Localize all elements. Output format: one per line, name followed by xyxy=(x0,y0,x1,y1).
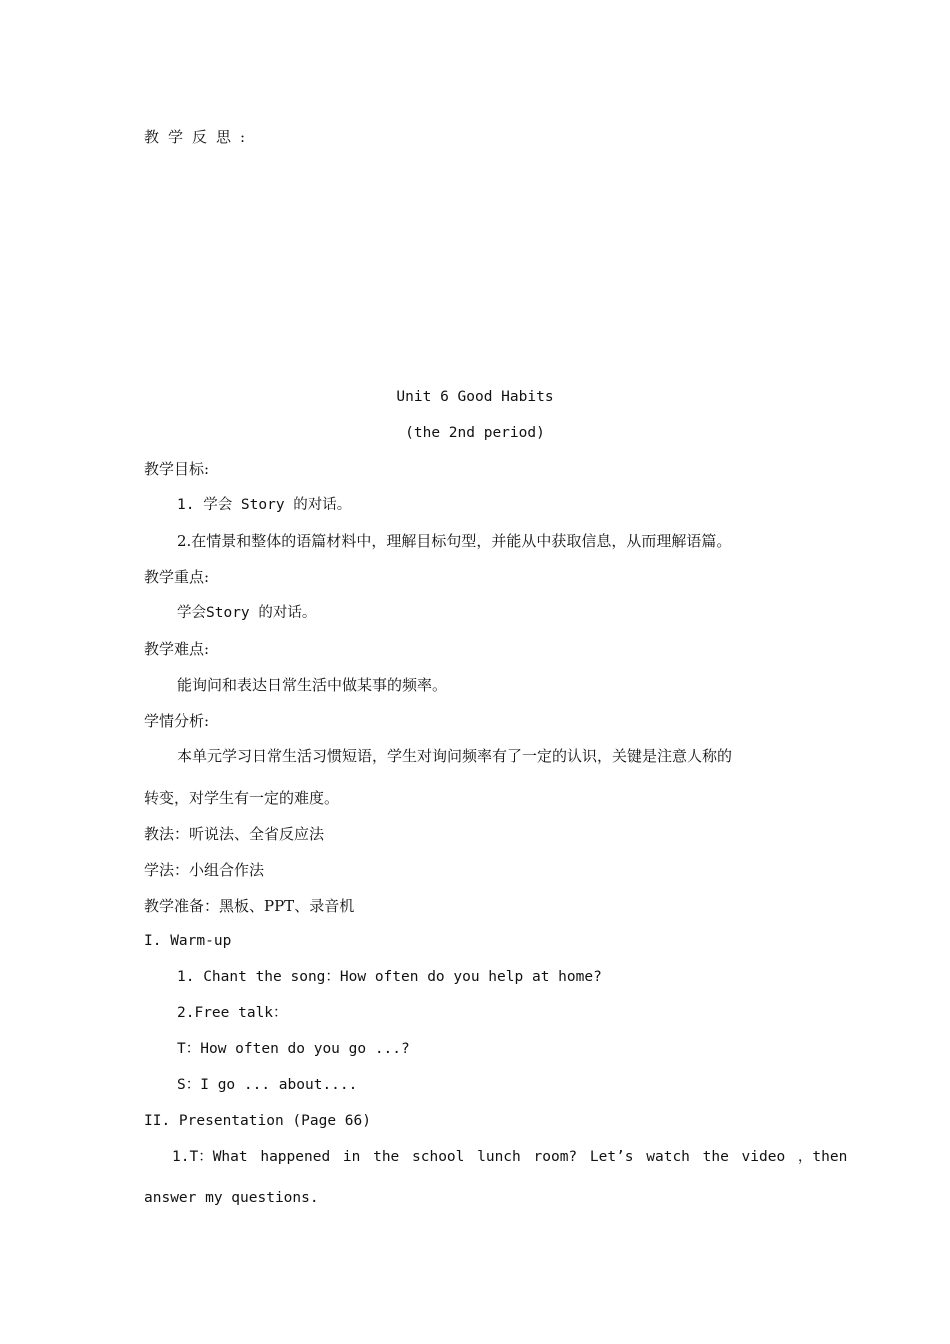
presentation-item-1-line-2: answer my questions. xyxy=(144,1190,319,1206)
objective-1: 1. 学会 Story 的对话。 xyxy=(177,497,352,513)
reflection-label: 教学反思: xyxy=(144,128,255,146)
warmup-item-2: 2.Free talk： xyxy=(177,1005,288,1021)
dialogue-student: S：I go ... about.... xyxy=(177,1077,358,1093)
section-warmup-title: I. Warm-up xyxy=(144,933,232,949)
section-presentation-title: II. Presentation (Page 66) xyxy=(144,1113,371,1129)
dialogue-teacher: T：How often do you go ...? xyxy=(177,1041,410,1057)
teaching-method: 教法：听说法、全省反应法 xyxy=(144,825,325,843)
difficulties-text: 能询问和表达日常生活中做某事的频率。 xyxy=(177,676,448,694)
difficulties-heading: 教学难点: xyxy=(144,640,210,658)
key-points-heading: 教学重点: xyxy=(144,568,210,586)
analysis-line-2: 转变，对学生有一定的难度。 xyxy=(144,789,340,807)
preparation: 教学准备：黑板、PPT、录音机 xyxy=(144,897,355,915)
objective-2: 2.在情景和整体的语篇材料中，理解目标句型，并能从中获取信息，从而理解语篇。 xyxy=(177,532,732,550)
analysis-line-1: 本单元学习日常生活习惯短语，学生对询问频率有了一定的认识，关键是注意人称的 xyxy=(177,747,733,765)
unit-title: Unit 6 Good Habits xyxy=(396,389,554,405)
period-subtitle: (the 2nd period) xyxy=(405,425,545,441)
objectives-heading: 教学目标: xyxy=(144,460,210,478)
key-points-text: 学会Story 的对话。 xyxy=(177,605,317,621)
learning-method: 学法：小组合作法 xyxy=(144,861,265,879)
analysis-heading: 学情分析: xyxy=(144,712,210,730)
presentation-item-1-line-1: 1.T：What happened in the school lunch room? Let’s watch the video ，then xyxy=(172,1149,848,1165)
warmup-item-1: 1. Chant the song：How often do you help at home? xyxy=(177,969,602,985)
